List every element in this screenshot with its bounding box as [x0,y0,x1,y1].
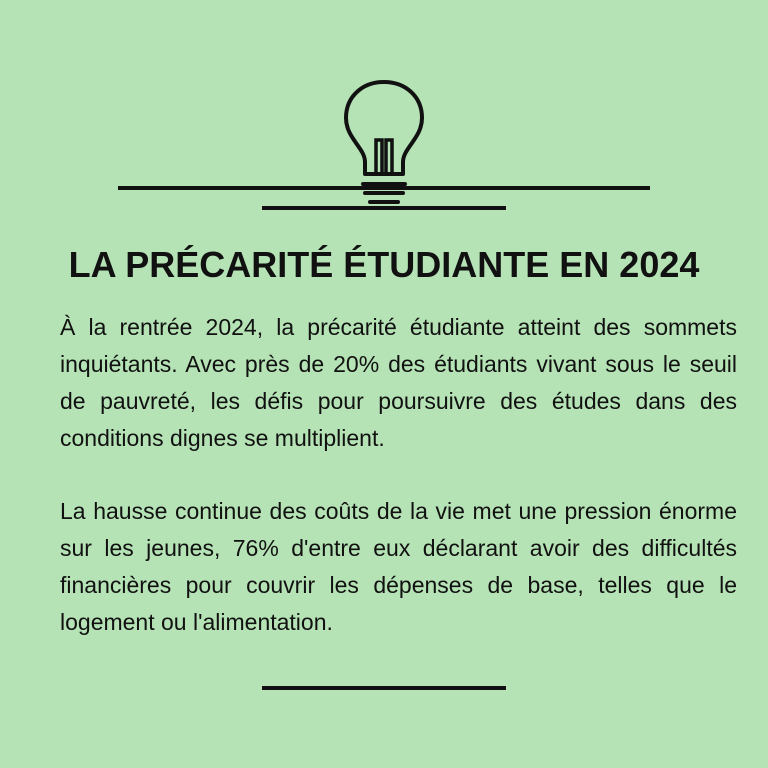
paragraph-intro: À la rentrée 2024, la précarité étudiante atteint des sommets inquiétants. Avec près de 20% des étudiants vivant sous le seuil de pauvreté, les défis pour poursuivre des études dans des conditions dignes se multiplient. [60,314,737,451]
page-title: LA PRÉCARITÉ ÉTUDIANTE EN 2024 [68,244,700,285]
paragraph-costs: La hausse continue des coûts de la vie met une pression énorme sur les jeunes, 76% d'entre eux déclarant avoir des difficultés financières pour couvrir les dépenses de base, telles que le logement ou l'alimentation. [60,498,737,635]
top-divider-short [262,206,506,210]
bottom-divider [262,686,506,690]
top-divider-long [118,186,650,190]
lightbulb-icon [336,78,432,210]
